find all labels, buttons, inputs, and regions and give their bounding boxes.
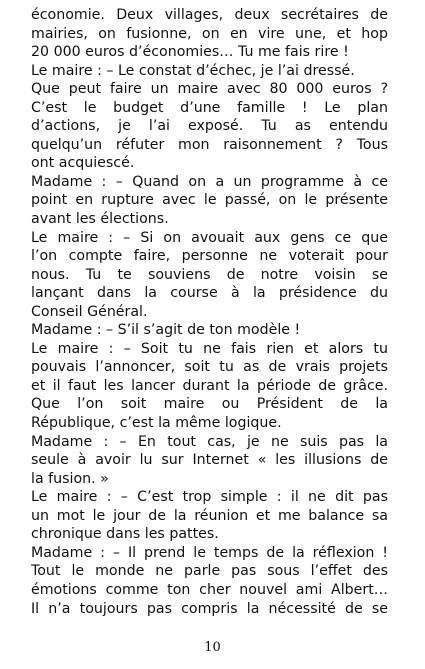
text-line: Le maire : – Si on avouait aux gens ce que [31, 229, 388, 246]
text-line: Madame : – En tout cas, je ne suis pas la [31, 433, 388, 450]
text-line: d’actions, je l’ai exposé. Tu as entendu [31, 118, 388, 135]
text-line: République, c’est la même logique. [31, 415, 282, 432]
page-number: 10 [204, 640, 221, 655]
text-line: et il faut les lancer durant la période de grâce. [31, 377, 388, 394]
text-line: Le maire : – Soit tu ne fais rien et alors tu [31, 340, 388, 357]
text-line: pouvais l’annoncer, soit tu as de vrais projets [31, 359, 388, 376]
text-line: Madame : – S’il s’agit de ton modèle ! [31, 322, 301, 339]
text-line: économie. Deux villages, deux secrétaires de [31, 7, 388, 23]
text-line: Conseil Général. [31, 303, 148, 320]
text-line: nous. Tu te souviens de notre voisin se [31, 266, 388, 283]
text-line: la fusion. » [31, 470, 109, 487]
text-line: seule à avoir lu sur Internet « les illusions de [31, 452, 388, 469]
text-line: Madame : – Il prend le temps de la réflexion ! [31, 544, 388, 561]
text-line: point en rupture avec le passé, on le présente [31, 192, 388, 209]
text-line: ont acquiescé. [31, 155, 135, 172]
body-text [31, 6, 388, 618]
text-line: C’est le budget d’une famille ! Le plan [31, 99, 388, 116]
text-line: Le maire : – Le constat d’échec, je l’ai dressé. [31, 62, 355, 79]
text-line: émotions comme ton cher nouvel ami Albert… [31, 581, 388, 598]
text-line: Madame : – Quand on a un programme à ce [31, 173, 388, 190]
text-line: Que peut faire un maire avec 80 000 euros ? [31, 81, 388, 98]
text-line: lançant dans la course à la présidence du [31, 285, 388, 302]
text-line: 20 000 euros d’économies… Tu me fais rire ! [31, 44, 349, 61]
text-line: l’on compte faire, personne ne voterait pour [31, 248, 388, 265]
text-line: mairies, on fusionne, on en vire une, et hop [31, 25, 388, 42]
text-line: quelqu’un réfuter mon raisonnement ? Tous [31, 136, 388, 153]
text-line: avant les élections. [31, 211, 169, 228]
text-line: Il n’a toujours pas compris la nécessité de se [31, 600, 388, 617]
text-line: chronique dans les pattes. [31, 526, 219, 543]
text-line: Que l’on soit maire ou Président de la [31, 396, 388, 413]
text-line: Tout le monde ne parle pas sous l’effet des [31, 563, 388, 580]
text-line: Le maire : – C’est trop simple : il ne dit pas [31, 489, 388, 506]
text-line: un mot le jour de la réunion et me balance sa [31, 507, 388, 524]
